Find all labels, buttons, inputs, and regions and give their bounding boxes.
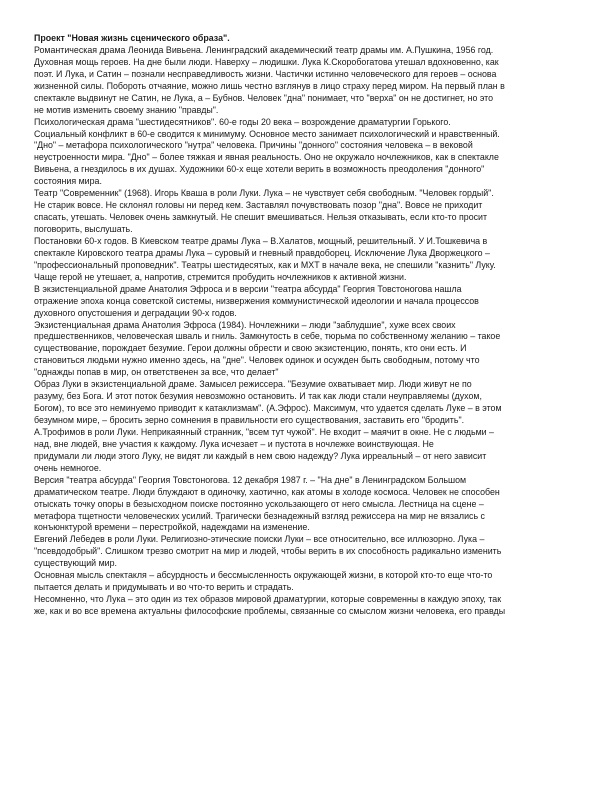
text-line: предшественников, человеческая шваль и гниль. Замкнутость в себе, тюрьма по собственному желанию – такое <box>34 331 501 342</box>
text-line: Версия "театра абсурда" Георгия Товстоногова. 12 декабря 1987 г. – "На дне" в Ленинградском Большом <box>34 474 467 485</box>
text-line: Евгений Лебедев в роли Луки. Религиозно-этические поиски Луки – все относительно, все иллюзорно. Лука – <box>34 534 485 545</box>
text-line: спасать, утешать. Человек очень замкнутый. Не спешит вмешиваться. Нельзя отказывать, если кто-то просит <box>34 212 488 223</box>
text-line: Театр "Современник" (1968). Игорь Кваша в роли Луки. Лука – не чувствует себя свободным. "Человек гордый". <box>34 188 494 199</box>
text-line <box>34 618 594 630</box>
text-line: Психологическая драма "шестидесятников". 60-е годы 20 века – возрождение драматургии Горького. <box>34 116 451 127</box>
text-line: Не старик вовсе. Не склонял головы ни перед кем. Заставлял почувствовать позор "дна". Вовсе не приходит <box>34 200 483 211</box>
text-line: Романтическая драма Леонида Вивьена. Ленинградский академический театр драмы им. А.Пушкина, 1956 год. <box>34 44 494 55</box>
text-line: отражение эпоха конца советской системы, низвержения коммунистической идеологии и начала процессов <box>34 295 479 306</box>
text-line: Вивьена, а гнездилось в их душах. Художники 60-х еще хотели верить в возможность преодоления "донного" <box>34 164 485 175</box>
text-line: состояния мира. <box>34 176 102 187</box>
text-line: отыскать точку опоры в безысходном поиске постоянно ускользающего от него смысла. Лестница на сцене – <box>34 498 484 509</box>
text-line: А.Трофимов в роли Луки. Неприкаянный странник, "всем тут чужой". Не входит – маячит в окне. Не с людьми – <box>34 426 494 437</box>
text-line: существующий мир. <box>34 558 117 569</box>
text-line: становиться людьми нужно именно здесь, на "дне". Человек одинок и осужден быть свободным, потому что <box>34 355 480 366</box>
text-line: Основная мысль спектакля – абсурдность и бессмысленность окружающей жизни, в которой кто-то еще что-то <box>34 570 493 581</box>
text-line: спектакле выдвинут не Сатин, не Лука, а – Бубнов. Человек "дна" понимает, что "верха" он не достигнет, но это <box>34 92 494 103</box>
text-line: же, как и во все времена актуальны философские проблемы, связанные со смыслом жизни человека, его правды <box>34 606 506 616</box>
text-line: Духовная мощь героев. На дне были люди. Наверху – людишки. Лука К.Скоробогатова утешал вдохновенно, как <box>34 56 499 67</box>
text-line: безумном мире, – бросить зерно сомнения в правильности его существования, заставить его "бродить". <box>34 415 465 425</box>
text-line: Несомненно, что Лука – это один из тех образов мировой драматургии, которые современны в каждую эпоху, так <box>34 594 502 605</box>
text-line: Постановки 60-х годов. В Киевском театре драмы Лука – В.Халатов, мощный, решительный. У И.Тошкевича в <box>34 235 488 246</box>
text-line: поэт. И Лука, и Сатин – познали несправедливость жизни. Частички истинно человеческого для героев – основа <box>34 68 497 79</box>
text-line: спектакле Кировского театра драмы Лука – суровый и гневный правдоборец. Исключение Лука Дворжецкого – <box>34 247 490 258</box>
text-line: Социальный конфликт в 60-е сводится к минимуму. Основное место занимает психологический и нравственный. <box>34 128 500 139</box>
text-line: Богом), то все это неминуемо приводит к катаклизмам". (А.Эфрос). Максимум, что удается сделать Луке – в этом <box>34 403 502 414</box>
text-line: неустроенности мира. "Дно" – более тяжкая и явная реальность. Оно не окружало ночлежников, как в спектакле <box>34 152 499 163</box>
text-line: В экзистенциальной драме Анатолия Эфроса и в версии "театра абсурда" Георгия Товстоногова нашла <box>34 283 462 294</box>
text-line: драматическом театре. Люди блуждают в одиночку, хаотично, как атомы в холоде космоса. Человек не способен <box>34 486 500 497</box>
text-line: разуму, без Бога. И этот поток безумия невозможно остановить. И так как люди стали неуправляемы (духом, <box>34 391 482 402</box>
text-line: очень немногое. <box>34 462 102 473</box>
text-line: Образ Луки в экзистенциальной драме. Замысел режиссера. "Безумие охватывает мир. Люди живут не по <box>34 379 472 390</box>
document-title: Проект "Новая жизнь сценического образа". <box>34 33 230 43</box>
text-line: конъюнктурой времени – перестройкой, надеждами на изменение. <box>34 522 310 533</box>
text-line: "профессиональный проповедник". Театры шестидесятых, как и МХТ в начале века, не спешили "казнить" Луку. <box>34 259 496 270</box>
text-line: существование, порождает безумие. Герои должны обрести и свою экзистенцию, понять, кто они есть. И <box>34 343 467 354</box>
text-line: жизненной силы. Побороть отчаяние, можно лишь честно взглянув в лицо страху перед миром. На первый план в <box>34 80 505 91</box>
text-line: не мотив изменить своему знанию "правды". <box>34 104 219 115</box>
text-line: Экзистенциальная драма Анатолия Эфроса (1984). Ночлежники – люди "заблудшие", хуже всех своих <box>34 319 456 330</box>
text-line: "псевдодобрый". Слишком трезво смотрит на мир и людей, чтобы верить в их способность радикально изменить <box>34 546 502 557</box>
text-line: "Дно" – метафора психологического "нутра" человека. Причины "донного" состояния человека – в вековой <box>34 140 473 151</box>
text-line: пытается делать и придумывать и во что-то верить и страдать. <box>34 582 294 593</box>
text-line: Чаще герой не утешает, а, напротив, стремится пробудить ночлежников к активной жизни. <box>34 271 407 282</box>
text-line: "однажды попав в мир, он ответственен за все, что делает" <box>34 367 279 378</box>
text-line: над, вне людей, вне участия к каждому. Лука исчезает – и пустота в ночлежке воинствующая. Не <box>34 438 434 449</box>
document-body <box>34 33 594 630</box>
text-line: духовного опустошения и деградации 90-х годов. <box>34 307 237 318</box>
text-line: поговорить, выслушать. <box>34 224 133 234</box>
text-line: придумали ли люди этого Луку, не видят ли каждый в нем свою надежду? Лука ирреальный – от него зависит <box>34 450 487 461</box>
text-line: метафора тщетности человеческих усилий. Трагически безнадежный взгляд режиссера на мир не вязались с <box>34 510 485 521</box>
